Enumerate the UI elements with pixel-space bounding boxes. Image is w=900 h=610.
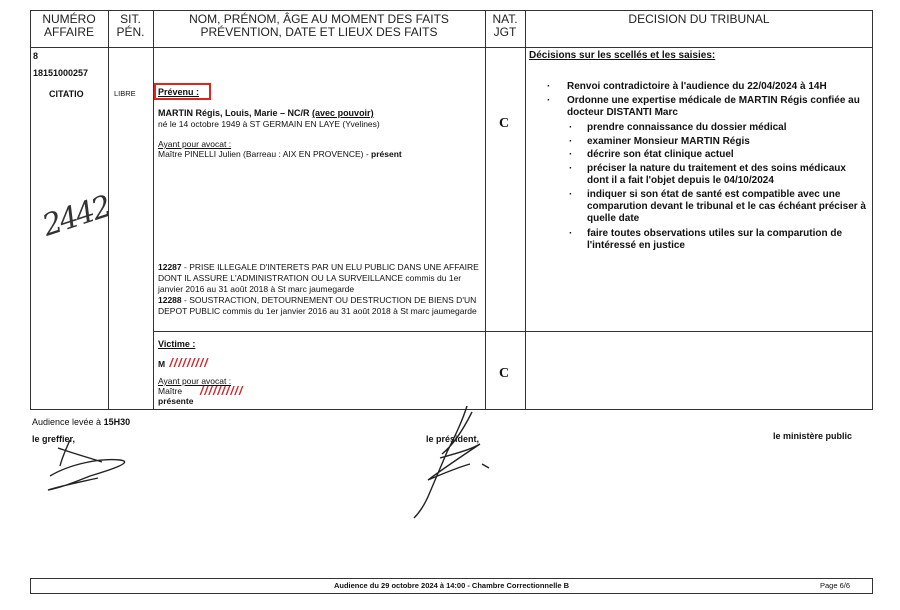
prevenu-avocat <box>158 149 402 160</box>
decision-subbullet-1: · <box>569 122 573 133</box>
decision-subitem-6: faire toutes observations utiles sur la comparution de l'intéressé en justice <box>587 228 843 251</box>
decision-subbullet-3: · <box>569 149 573 160</box>
decision-bullet-2: · <box>547 95 551 106</box>
decision-item-1: Renvoi contradictoire à l'audience du 22/04/2024 à 14H <box>567 81 827 92</box>
ministere-public-label: le ministère public <box>773 431 853 441</box>
decision-subbullet-2: · <box>569 136 573 147</box>
audience-levee-time: 15H30 <box>103 417 131 427</box>
victime-label: Victime : <box>158 339 196 349</box>
president-signature <box>392 402 502 522</box>
victime-avocat-status: présente <box>158 396 194 406</box>
audience-levee <box>32 417 130 428</box>
victime-nat-jgt: C <box>499 366 510 381</box>
decision-subitem-1: prendre connaissance du dossier médical <box>587 122 787 133</box>
prevenu-label: Prévenu : <box>158 87 200 97</box>
header-divider <box>30 47 873 48</box>
handwritten-case-number: 2442 <box>38 189 115 244</box>
greffier-label: le greffier, <box>32 434 76 444</box>
prevenu-identity <box>158 108 483 119</box>
decision-title: Décisions sur les scellés et les saisies: <box>529 50 716 61</box>
footer-audience-line: Audience du 29 octobre 2024 à 14:00 - Chambre Correctionnelle B <box>333 581 570 590</box>
victime-name-prefix: M <box>158 359 166 369</box>
header-numero-affaire: NUMÉRO AFFAIRE <box>42 12 96 39</box>
infraction-1-code: 12287 <box>158 262 182 272</box>
president-label: le président, <box>426 434 480 444</box>
infraction-2-code: 12288 <box>158 295 182 305</box>
header-nat-jgt: NAT. JGT <box>492 12 518 39</box>
page-number: Page 6/6 <box>820 581 851 590</box>
decision-subitem-5: indiquer si son état de santé est compatible avec une comparution devant le tribunal et le cas échéant préciser à quelle date <box>587 189 866 224</box>
decision-subbullet-5: · <box>569 189 573 200</box>
redaction-victime-avocat: ////////// <box>200 384 244 398</box>
decision-item-2: Ordonne une expertise médicale de MARTIN Régis confiée au docteur DISTANTI Marc <box>567 95 860 118</box>
redaction-victime-name: ///////// <box>169 356 209 370</box>
col-divider-4 <box>525 10 526 410</box>
decision-subitem-3: décrire son état clinique actuel <box>587 149 734 160</box>
victime-avocat-label: Ayant pour avocat : <box>158 376 232 386</box>
prevenu-nat-jgt: C <box>499 116 510 131</box>
greffier-signature <box>40 436 150 496</box>
prevenu-avocat-label: Ayant pour avocat : <box>158 139 232 149</box>
affaire-id: 18151000257 <box>33 68 89 78</box>
prevenu-avocat-name: Maître PINELLI Julien (Barreau : AIX EN PROVENCE) - <box>158 149 372 159</box>
infraction-1-text: - PRISE ILLEGALE D'INTERETS PAR UN ELU PUBLIC DANS UNE AFFAIRE DONT IL ASSURE L'ADMINISTRATION OU LA SURVEILLANCE commis du 1er janvier 2016 au 31 août 2018 à St marc jaumegarde <box>158 262 479 294</box>
case-type: CITATIO <box>49 89 84 99</box>
header-sit-pen: SIT. PÉN. <box>116 12 145 39</box>
case-number: 8 <box>33 51 39 61</box>
infraction-2 <box>158 295 483 317</box>
situation-penale: LIBRE <box>114 89 136 98</box>
decision-subitem-4: préciser la nature du traitement et des soins médicaux dont il a fait l'objet depuis le 04/10/2024 <box>587 163 846 186</box>
decision-subbullet-6: · <box>569 228 573 239</box>
prevenu-name: MARTIN Régis, Louis, Marie – NC/R <box>158 108 310 118</box>
col-divider-2 <box>153 10 154 410</box>
infraction-1 <box>158 262 483 295</box>
victime-name <box>158 354 209 372</box>
header-decision: DECISION DU TRIBUNAL <box>628 12 770 26</box>
row-divider-victime <box>153 331 873 332</box>
victime-avocat-prefix: Maître <box>158 386 183 396</box>
decision-subbullet-4: · <box>569 163 573 174</box>
decision-subitem-2: examiner Monsieur MARTIN Régis <box>587 136 750 147</box>
prevenu-birth: né le 14 octobre 1949 à ST GERMAIN EN LAYE (Yvelines) <box>158 119 380 129</box>
decision-bullet-1: · <box>547 81 551 92</box>
prevenu-avocat-status: présent <box>371 149 402 159</box>
audience-levee-prefix: Audience levée à <box>32 417 104 427</box>
prevenu-pouvoir: (avec pouvoir) <box>312 108 374 118</box>
header-nom-prevention: NOM, PRÉNOM, ÂGE AU MOMENT DES FAITS PRÉVENTION, DATE ET LIEUX DES FAITS <box>189 12 449 39</box>
infraction-2-text: - SOUSTRACTION, DETOURNEMENT OU DESTRUCTION DE BIENS D'UN DEPOT PUBLIC commis du 1er janvier 2016 au 31 août 2018 à St marc jaumegarde <box>158 295 477 316</box>
col-divider-3 <box>485 10 486 410</box>
